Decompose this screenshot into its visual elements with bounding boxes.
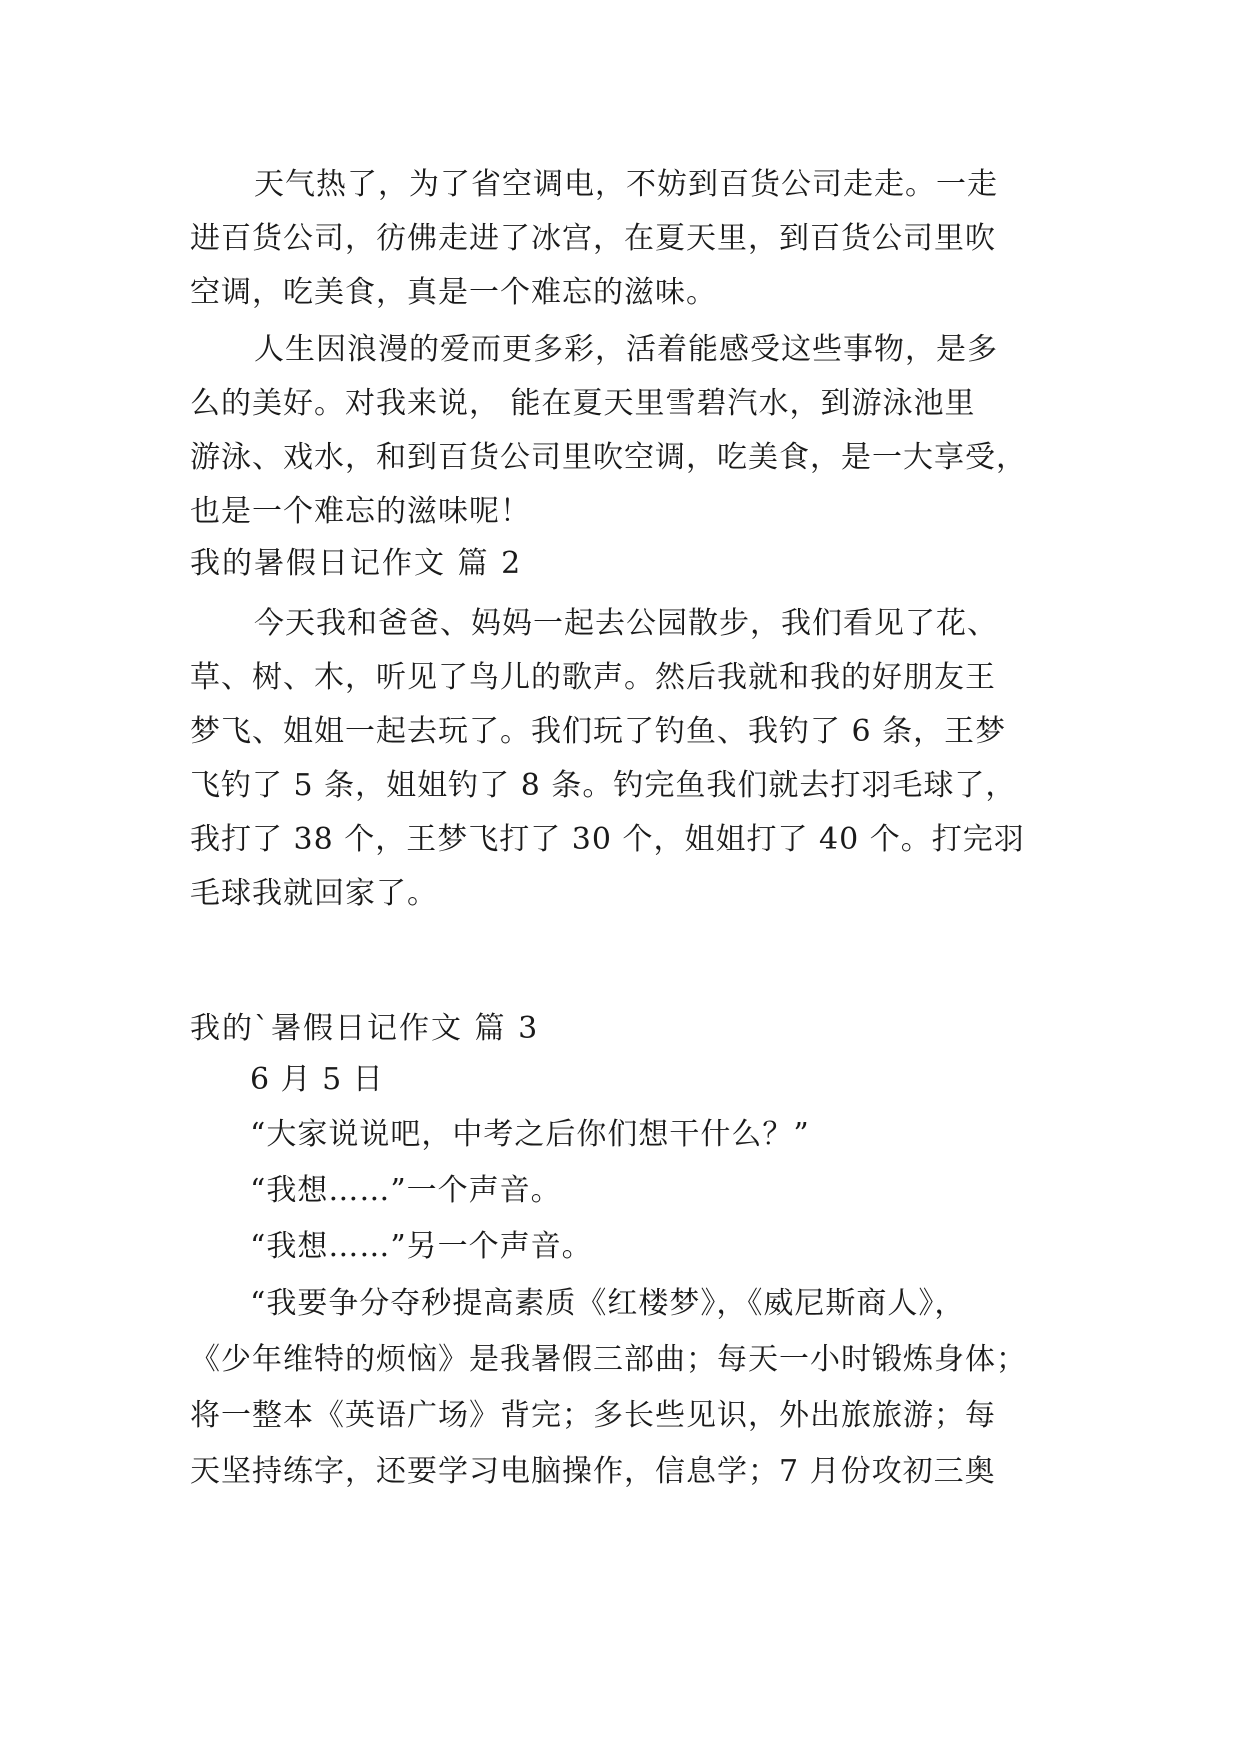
paragraph-line: 今天我和爸爸、妈妈一起去公园散步，我们看见了花、 bbox=[254, 606, 998, 641]
dialogue-line: “我想……”一个声音。 bbox=[250, 1173, 562, 1208]
paragraph-line: 毛球我就回家了。 bbox=[190, 876, 438, 911]
paragraph-line: 么的美好。对我来说， 能在夏天里雪碧汽水，到游泳池里 bbox=[190, 386, 976, 421]
dialogue-line: “我想……”另一个声音。 bbox=[250, 1229, 593, 1264]
paragraph-line: “我要争分夺秒提高素质《红楼梦》，《威尼斯商人》， bbox=[250, 1286, 966, 1321]
paragraph-line: 天气热了，为了省空调电，不妨到百货公司走走。一走 bbox=[254, 167, 998, 202]
paragraph-line: 也是一个难忘的滋味呢！ bbox=[190, 494, 531, 529]
paragraph-line: 游泳、戏水，和到百货公司里吹空调，吃美食，是一大享受， bbox=[190, 440, 1027, 475]
section-title: 我的`暑假日记作文 篇 3 bbox=[190, 1011, 540, 1046]
paragraph-line: 我打了 38 个，王梦飞打了 30 个，姐姐打了 40 个。打完羽 bbox=[190, 822, 1025, 857]
section-title: 我的暑假日记作文 篇 2 bbox=[190, 546, 523, 581]
date-line: 6 月 5 日 bbox=[250, 1062, 384, 1097]
paragraph-line: 《少年维特的烦恼》是我暑假三部曲；每天一小时锻炼身体； bbox=[190, 1342, 1027, 1377]
paragraph-line: 天坚持练字，还要学习电脑操作，信息学；7 月份攻初三奥 bbox=[190, 1454, 996, 1489]
paragraph-line: 空调，吃美食，真是一个难忘的滋味。 bbox=[190, 275, 717, 310]
paragraph-line: 草、树、木，听见了鸟儿的歌声。然后我就和我的好朋友王 bbox=[190, 660, 996, 695]
paragraph-line: 人生因浪漫的爱而更多彩，活着能感受这些事物，是多 bbox=[254, 332, 998, 367]
paragraph-line: 飞钓了 5 条，姐姐钓了 8 条。钓完鱼我们就去打羽毛球了， bbox=[190, 768, 1017, 803]
paragraph-line: 进百货公司，彷佛走进了冰宫，在夏天里，到百货公司里吹 bbox=[190, 221, 996, 256]
paragraph-line: 梦飞、姐姐一起去玩了。我们玩了钓鱼、我钓了 6 条，王梦 bbox=[190, 714, 1007, 749]
dialogue-line: “大家说说吧，中考之后你们想干什么？” bbox=[250, 1117, 810, 1152]
paragraph-line: 将一整本《英语广场》背完；多长些见识，外出旅旅游；每 bbox=[190, 1398, 996, 1433]
